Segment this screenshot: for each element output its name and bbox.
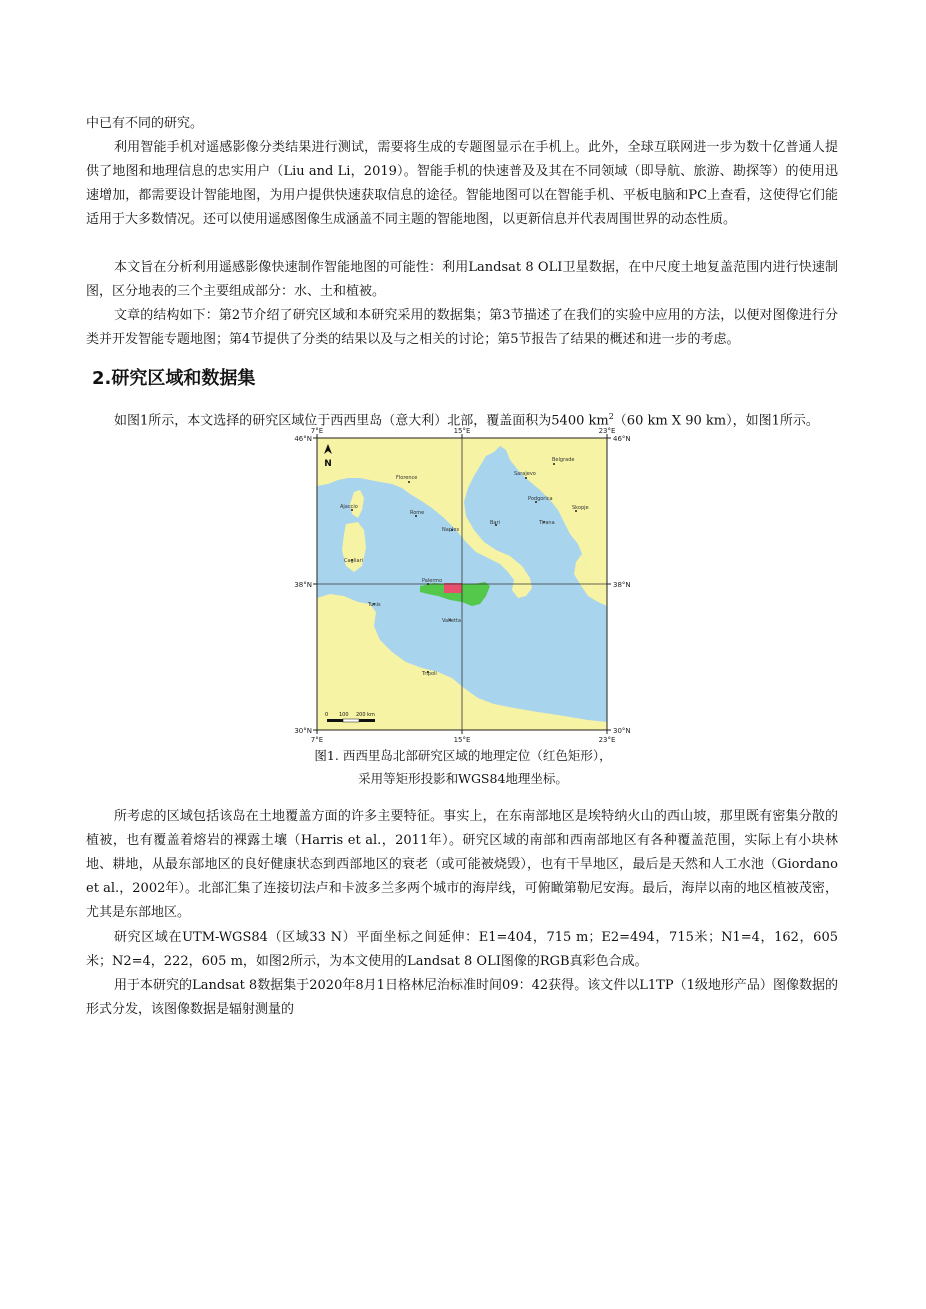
paragraph-intro-tail: 中已有不同的研究。 [86,116,204,131]
top-label-23e: 23°E [598,427,616,435]
city-valletta: Valletta [442,618,461,624]
intro-superscript: 2 [608,412,614,421]
figure-caption-line2: 采用等矩形投影和WGS84地理坐标。 [358,771,568,786]
map-svg [282,426,644,746]
north-label: N [324,459,332,469]
scale-label-100: 100 [339,712,349,718]
city-florence: Florence [396,475,418,481]
section-heading: 2.研究区域和数据集 [92,368,256,389]
city-tunis: Tunis [368,602,381,608]
paragraph-smartphone: 利用智能手机对遥感影像分类结果进行测试，需要将生成的专题图显示在手机上。此外，全球互联网进一步为数十亿普通人提供了地图和地理信息的忠实用户（Liu and Li，2019）。智能手机的快速普及及其在不同领域（即导航、旅游、勘探等）的使用迅速增加，都需要设计智能地图，为用户提供快速获取信息的途径。智能地图可以在智能手机、平板电脑和PC上查看，这使得它们能适用于大多数情况。还可以使用遥感图像生成涵盖不同主题的智能地图，以更新信息并代表周围世界的动态性质。 [86,140,838,227]
intro-text-before: 如图1所示，本文选择的研究区域位于西西里岛（意大利）北部，覆盖面积为5400 km [114,413,609,429]
city-cagliari: Cagliari [344,558,364,564]
study-area-rectangle [444,583,462,593]
city-podgorica: Podgorica [528,496,553,502]
paragraph-aim: 本文旨在分析利用遥感影像快速制作智能地图的可能性：利用Landsat 8 OLI卫星数据，在中尺度土地复盖范围内进行快速制图，区分地表的三个主要组成部分：水、土和植被。 [86,260,838,299]
paragraph-structure: 文章的结构如下：第2节介绍了研究区域和本研究采用的数据集；第3节描述了在我们的实验中应用的方法，以便对图像进行分类并开发智能专题地图；第4节提供了分类的结果以及与之相关的讨论；第5节报告了结果的概述和进一步的考虑。 [86,308,838,347]
figure-1-map [282,426,644,746]
left-label-38n: 38°N [294,581,312,589]
right-label-30n: 30°N [613,727,631,735]
city-naples: Naples [442,527,460,533]
left-label-30n: 30°N [294,727,312,735]
paragraph-land-cover: 所考虑的区域包括该岛在土地覆盖方面的许多主要特征。事实上，在东南部地区是埃特纳火山的西山坡，那里既有密集分散的植被，也有覆盖着熔岩的裸露土壤（Harris et al.，2011年）。研究区域的南部和西南部地区有各种覆盖范围，实际上有小块林地、耕地，从最东部地区的良好健康状态到西部地区的衰老（或可能被烧毁），也有干旱地区，最后是天然和人工水池（Giordano et al.，2002年）。北部汇集了连接切法卢和卡波多兰多两个城市的海岸线，可俯瞰第勒尼安海。最后，海岸以南的地区植被茂密，尤其是东部地区。 [86,809,838,920]
city-rome: Rome [410,510,425,516]
scale-label-200: 200 km [356,712,375,718]
paragraph-utm-extent: 研究区域在UTM-WGS84（区域33 N）平面坐标之间延伸：E1=404，715 m；E2=494，715米；N1=4，162，605米；N2=4，222，605 m，如图2所示，为本文使用的Landsat 8 OLI图像的RGB真彩色合成。 [86,930,838,969]
city-tripoli: Tripoli [422,671,437,677]
bottom-label-7e: 7°E [310,736,324,744]
top-label-15e: 15°E [453,427,471,435]
right-label-46n: 46°N [613,435,631,443]
intro-text-after: （60 km X 90 km），如图1所示。 [613,413,819,429]
city-tirana: Tirana [539,520,555,526]
city-skopje: Skopje [572,505,589,511]
city-sarajevo: Sarajevo [514,471,536,477]
bottom-label-15e: 15°E [453,736,471,744]
scale-label-0: 0 [325,712,329,718]
bottom-label-23e: 23°E [598,736,616,744]
right-label-38n: 38°N [613,581,631,589]
city-ajaccio: Ajaccio [340,504,358,510]
city-belgrade: Belgrade [552,457,575,463]
city-palermo: Palermo [422,578,443,584]
city-bari: Bari [490,520,500,526]
top-label-7e: 7°E [310,427,324,435]
figure-caption-line1: 图1. 西西里岛北部研究区域的地理定位（红色矩形）， [314,748,612,763]
paragraph-landsat-dataset: 用于本研究的Landsat 8数据集于2020年8月1日格林尼治标准时间09：42获得。该文件以L1TP（1级地形产品）图像数据的形式分发，该图像数据是辐射测量的 [86,978,838,1017]
left-label-46n: 46°N [294,435,312,443]
